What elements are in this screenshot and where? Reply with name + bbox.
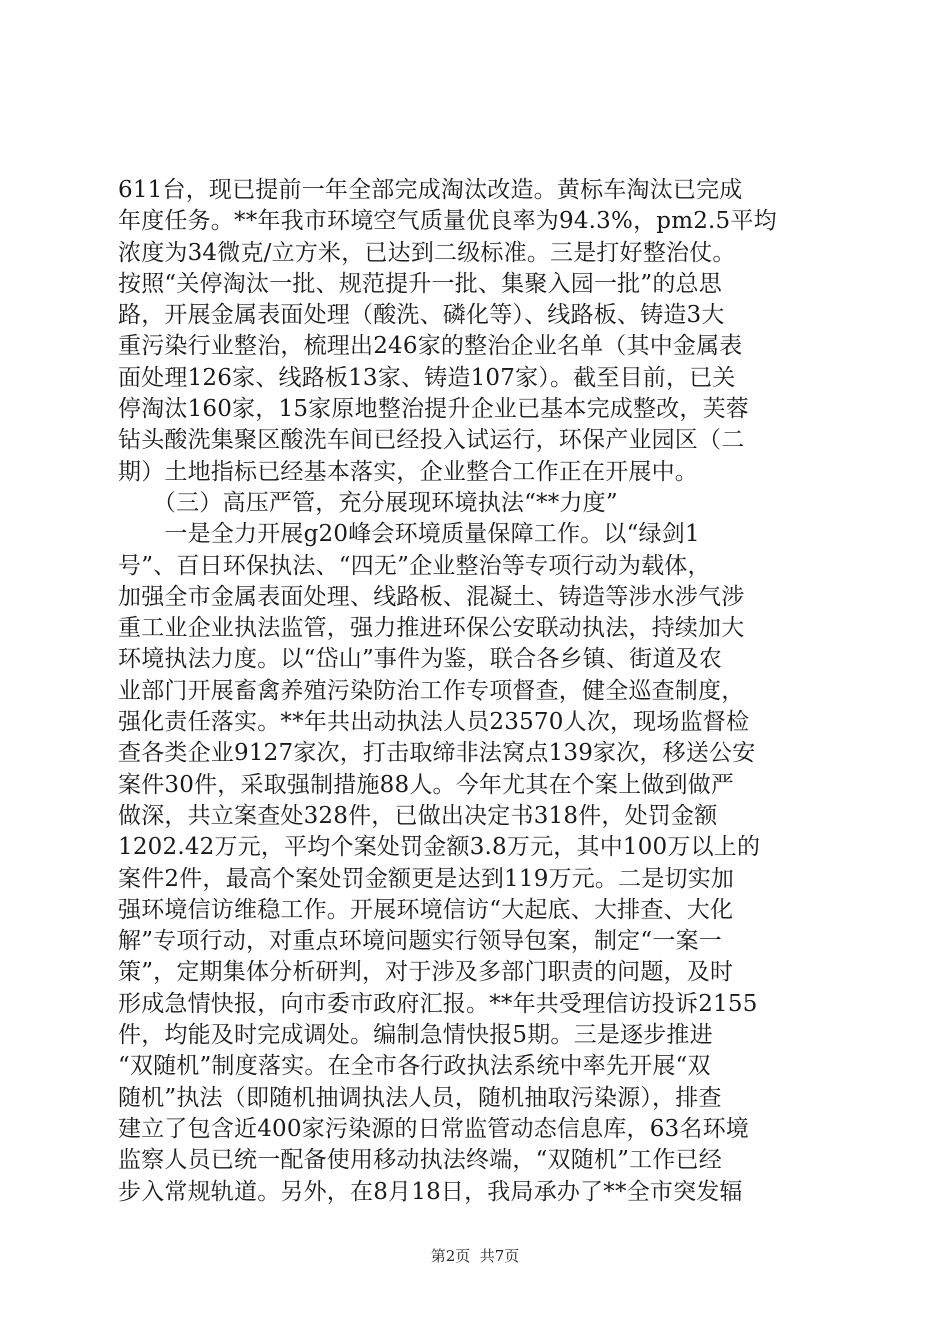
text-line: 解”专项行动，对重点环境问题实行领导包案，制定“一案一 xyxy=(118,928,722,955)
text-line: 形成急情快报，向市委市政府汇报。**年共受理信访投诉2155 xyxy=(118,990,758,1017)
text-line: 期）土地指标已经基本落实，企业整合工作正在开展中。 xyxy=(118,458,698,485)
text-line: 浓度为34微克/立方米，已达到二级标准。三是打好整治仗。 xyxy=(118,239,736,266)
text-line: 1202.42万元，平均个案处罚金额3.8万元，其中100万以上的 xyxy=(118,834,761,861)
text-line: 案件2件，最高个案处罚金额更是达到119万元。二是切实加 xyxy=(118,865,735,892)
text-line: 查各类企业9127家次，打击取缔非法窝点139家次，移送公安 xyxy=(118,740,756,767)
text-line: 钻头酸洗集聚区酸洗车间已经投入试运行，环保产业园区（二 xyxy=(118,427,745,454)
text-line: 路，开展金属表面处理（酸洗、磷化等）、线路板、铸造3大 xyxy=(118,302,725,329)
text-line: “双随机”制度落实。在全市各行政执法系统中率先开展“双 xyxy=(118,1053,711,1080)
text-line: 年度任务。**年我市环境空气质量优良率为94.3%，pm2.5平均 xyxy=(118,208,777,235)
text-line: 做深，共立案查处328件，已做出决定书318件，处罚金额 xyxy=(118,802,718,829)
text-line: 环境执法力度。以“岱山”事件为鉴，联合各乡镇、街道及农 xyxy=(118,646,722,673)
text-line: 按照“关停淘汰一批、规范提升一批、集聚入园一批”的总思 xyxy=(118,270,722,297)
page-footer xyxy=(0,1246,950,1266)
text-line: 业部门开展畜禽养殖污染防治工作专项督查，健全巡查制度， xyxy=(118,677,745,704)
text-line: 件，均能及时完成调处。编制急情快报5期。三是逐步推进 xyxy=(118,1022,713,1049)
text-line: 随机”执法（即随机抽调执法人员，随机抽取污染源），排查 xyxy=(118,1084,722,1111)
text-line: 重工业企业执法监管，强力推进环保公安联动执法，持续加大 xyxy=(118,615,745,642)
text-line: 重污染行业整治，梳理出246家的整治企业名单（其中金属表 xyxy=(118,333,743,360)
text-line: 停淘汰160家，15家原地整治提升企业已基本完成整改，芙蓉 xyxy=(118,396,749,423)
text-line: 611台，现已提前一年全部完成淘汰改造。黄标车淘汰已完成 xyxy=(118,177,743,203)
text-line: 步入常规轨道。另外，在8月18日，我局承办了**全市突发辐 xyxy=(118,1178,743,1205)
text-line: 加强全市金属表面处理、线路板、混凝土、铸造等涉水涉气涉 xyxy=(118,583,745,610)
text-line: 强化责任落实。**年共出动执法人员23570人次，现场监督检 xyxy=(118,709,750,736)
text-line: 案件30件，采取强制措施88人。今年尤其在个案上做到做严 xyxy=(118,771,735,798)
text-line: 强环境信访维稳工作。开展环境信访“大起底、大排查、大化 xyxy=(118,896,734,923)
text-line: 建立了包含近400家污染源的日常监管动态信息库，63名环境 xyxy=(118,1115,749,1142)
text-line: 面处理126家、线路板13家、铸造107家）。截至目前，已关 xyxy=(118,364,736,391)
text-line: 策”，定期集体分析研判，对于涉及多部门职责的问题，及时 xyxy=(118,959,734,986)
text-line: 号”、百日环保执法、“四无”企业整治等专项行动为载体， xyxy=(118,552,711,579)
text-line: 监察人员已统一配备使用移动执法终端，“双随机”工作已经 xyxy=(118,1147,722,1174)
body-text xyxy=(118,175,836,1208)
page-number-label: 第2页 共7页 xyxy=(430,1247,520,1265)
text-line: （三）高压严管，充分展现环境执法“**力度” xyxy=(118,489,618,516)
text-line: 一是全力开展g20峰会环境质量保障工作。以“绿剑1 xyxy=(118,521,700,548)
